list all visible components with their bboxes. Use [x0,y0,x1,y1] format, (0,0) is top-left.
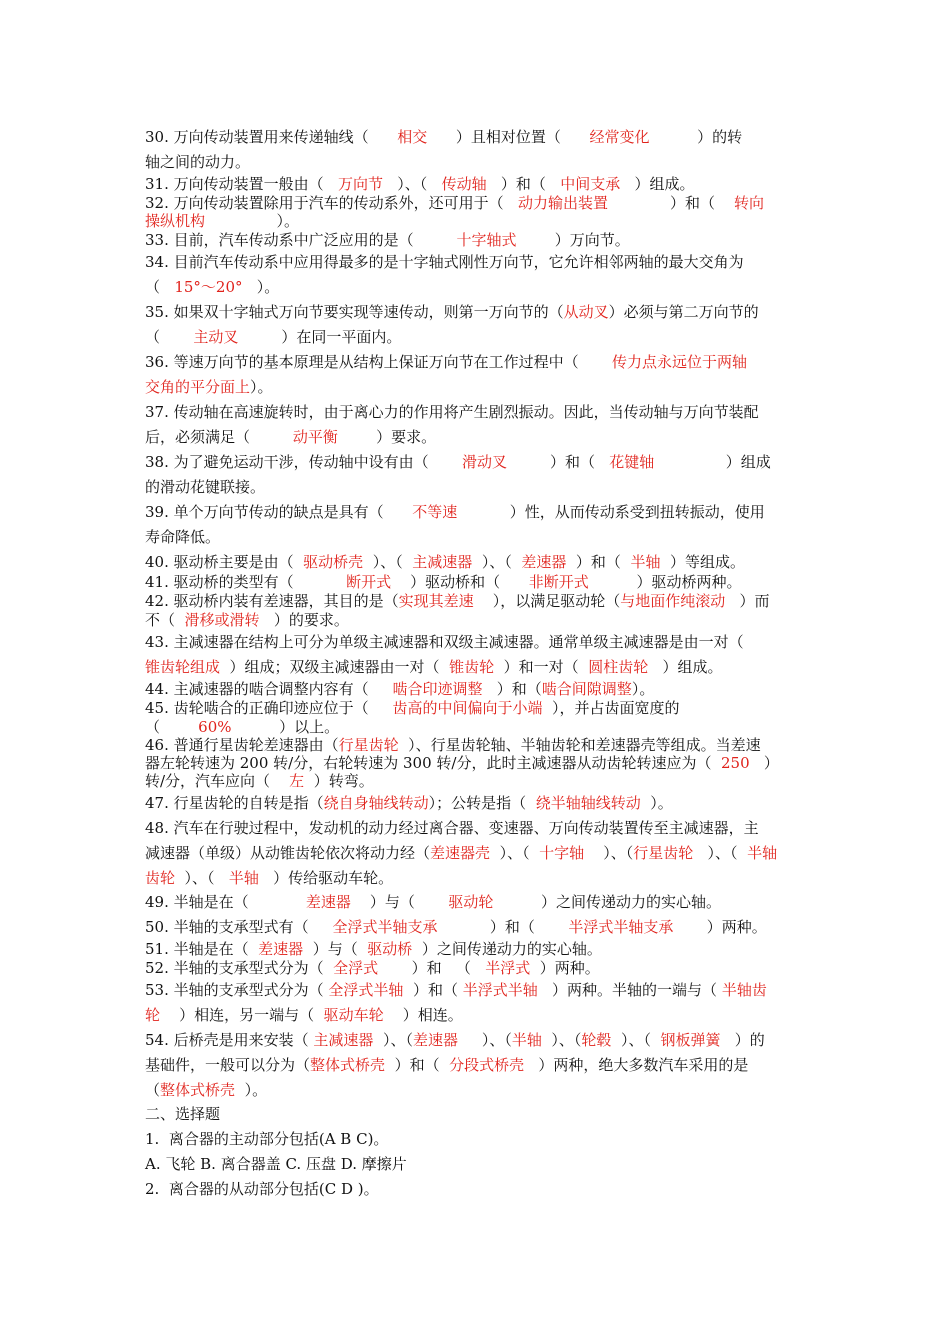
question-text: 52. 半轴的支承型式分为（ [145,959,334,977]
text-line [145,1128,820,1149]
answer-text: 半浮式 [485,959,531,977]
answer-text: 250 [720,754,750,772]
question-text: ）必须与第二万向节的 [608,303,759,321]
answer-text: 半轴 [747,844,778,862]
answer-text: 非断开式 [528,573,589,591]
question-text: ）的要求。 [259,611,349,629]
question-text: ）转弯。 [304,772,374,790]
answer-text: 半浮式半轴支承 [568,918,674,936]
question-text: A. 飞轮 B. 离合器盖 C. 压盘 D. 摩擦片 [145,1155,407,1173]
answer-text: 断开式 [346,573,392,591]
text-line [145,229,820,250]
question-text: 34. 目前汽车传动系中应用得最多的是十字轴式刚性万向节，它允许相邻两轴的最大交角为 [145,253,744,271]
question-text: ）等组成。 [660,553,746,571]
text-line [145,571,820,592]
question-text: ）性，从而传动系受到扭转振动，使用 [457,503,765,521]
question-text: ）的转 [649,128,743,146]
answer-text: 转向 [734,194,765,212]
text-line [145,351,820,372]
answer-text: 绕自身轴线转动 [323,794,429,812]
answer-text: 全浮式半轴 [328,981,404,999]
text-line [145,376,820,397]
question-text: ）驱动桥和（ [391,573,529,591]
question-text: 器左轮转速为 200 转/分，右轮转速为 300 转/分，此时主减速器从动齿轮转速应为（ [145,754,721,772]
answer-text: 中间支承 [560,175,621,193]
text-line [145,697,820,718]
answer-text: 全浮式半轴支承 [332,918,438,936]
question-text: ）。 [250,378,273,396]
question-text: ）的 [720,1031,765,1049]
text-line [145,979,820,1000]
question-text: 减速器（单级）从动锥齿轮依次将动力经（ [145,844,431,862]
question-text: 47. 行星齿轮的自转是指（ [145,794,324,812]
question-text: 不（ [145,611,185,629]
question-text: ）、（ [457,1031,512,1049]
text-line [145,251,820,272]
answer-text: 左 [289,772,305,790]
answer-text: 经常变化 [589,128,650,146]
question-text: ）两种。半轴的一端与（ [537,981,722,999]
answer-text: 十字轴式 [456,231,517,249]
answer-text: 15°～20° [174,278,243,296]
text-line [145,401,820,422]
question-text: 36. 等速万向节的基本原理是从结构上保证万向节在工作过程中（ [145,353,613,371]
text-line [145,1004,820,1025]
question-text: 49. 半轴是在（ [145,893,306,911]
question-text: ）组成 [654,453,771,471]
answer-text: 滑移或滑转 [184,611,260,629]
question-text: ）、（ [175,869,229,887]
question-text: ）和（ [482,680,542,698]
question-text: 轴之间的动力。 [145,153,251,171]
answer-text: 齿高的中间偏向于小端 [392,699,543,717]
answer-text: 半轴 [630,553,661,571]
answer-text: 啮合印迹调整 [392,680,483,698]
question-text: ）。 [235,1081,268,1099]
question-text: ）、（ [584,844,634,862]
question-text: ）、（ [693,844,748,862]
answer-text: 驱动轮 [448,893,494,911]
question-text: ）且相对位置（ [427,128,590,146]
question-text: ）和（ [607,194,735,212]
question-text: ）、（ [382,175,442,193]
answer-text: 半轴 [228,869,259,887]
answer-text: 绕半轴轴线转动 [535,794,641,812]
question-text: ）相连。 [383,1006,463,1024]
question-text: ）组成。 [648,658,723,676]
question-text: ）和一对（ [494,658,589,676]
answer-text: 轮毂 [581,1031,612,1049]
text-line [145,551,820,572]
question-text: ）和（ [507,453,610,471]
answer-text: 相交 [397,128,428,146]
answer-text: 与地面作纯滚动 [620,592,726,610]
answer-text: 啮合间隙调整 [541,680,632,698]
question-text: 的滑动花键联接。 [145,478,266,496]
question-text: 转/分，汽车应向（ [145,772,290,790]
question-text: ）、（ [611,1031,661,1049]
question-text: ）与（ [350,893,449,911]
question-text: ） [749,754,779,772]
answer-text: 钢板弹簧 [660,1031,721,1049]
answer-text: 60% [198,718,232,736]
text-line [145,842,820,863]
question-text: ）和（ [403,981,463,999]
text-line [145,590,820,611]
question-text: ）。 [640,794,673,812]
text-line [145,501,820,522]
question-text: 33. 目前，汽车传动系中广泛应用的是（ [145,231,457,249]
answer-text: 半轴 [511,1031,542,1049]
question-text: 二、选择题 [145,1105,221,1123]
text-line [145,126,820,147]
question-text: （ [145,278,175,296]
question-text: 53. 半轴的支承型式分为（ [145,981,329,999]
question-text: 后，必须满足（ [145,428,293,446]
question-text: ）两种，绝大多数汽车采用的是 [524,1056,749,1074]
answer-text: 实现其差速 [398,592,474,610]
question-text: ）、（ [472,553,522,571]
answer-text: 半浮式半轴 [462,981,538,999]
question-text: ）、（ [541,1031,582,1049]
text-line [145,1029,820,1050]
question-text: 1. 离合器的主动部分包括(A B C)。 [145,1130,389,1148]
answer-text: 不等速 [412,503,458,521]
text-line [145,1178,820,1199]
text-line [145,476,820,497]
question-text: ）；公转是指（ [428,794,536,812]
answer-text: 传力点永远位于两轴 [612,353,748,371]
question-text: 48. 汽车在行驶过程中，发动机的动力经过离合器、变速器、万向传动装置传至主减速器，主 [145,819,759,837]
text-line [145,770,820,791]
answer-text: 传动轴 [441,175,487,193]
question-text: 37. 传动轴在高速旋转时，由于离心力的作用将产生剧烈振动。因此，当传动轴与万向节装配 [145,403,759,421]
question-text: ）、行星齿轮轴、半轴齿轮和差速器壳等组成。当差速 [398,736,761,754]
question-text: ）和（ [566,553,631,571]
question-text: 42. 驱动桥内装有差速器，其目的是（ [145,592,399,610]
text-line [145,609,820,630]
text-line [145,957,820,978]
answer-text: 驱动车轮 [323,1006,384,1024]
question-text: ）组成。 [620,175,695,193]
answer-text: 半轴齿 [721,981,767,999]
text-line [145,817,820,838]
text-line [145,1153,820,1174]
answer-text: 行星齿轮 [338,736,399,754]
question-text: ）、（ [363,553,413,571]
question-text: ）。 [205,212,300,230]
text-line [145,276,820,297]
answer-text: 驱动桥壳 [303,553,364,571]
question-text: 41. 驱动桥的类型有（ [145,573,347,591]
question-text: ）、（ [490,844,540,862]
answer-text: 整体式桥壳 [160,1081,236,1099]
answer-text: 全浮式 [333,959,379,977]
question-text: ）和（ [486,175,561,193]
text-line [145,1054,820,1075]
text-line [145,656,820,677]
answer-text: 主减速器 [313,1031,374,1049]
answer-text: 圆柱齿轮 [588,658,649,676]
text-line [145,151,820,172]
question-text: 44. 主减速器的啮合调整内容有（ [145,680,393,698]
answer-text: 锥齿轮 [449,658,495,676]
question-text: ）和（ [437,918,569,936]
question-text: 45. 齿轮啮合的正确印迹应位于（ [145,699,393,717]
question-text: 38. 为了避免运动干涉，传动轴中设有由（ [145,453,463,471]
question-text: 35. 如果双十字轴式万向节要实现等速传动，则第一万向节的（ [145,303,564,321]
question-text: 40. 驱动桥主要是由（ [145,553,304,571]
question-text: 43. 主减速器在结构上可分为单级主减速器和双级主减速器。通常单级主减速器是由一对（ [145,633,744,651]
question-text: ），并占齿面宽度的 [542,699,680,717]
question-text: ），以满足驱动轮（ [473,592,621,610]
question-text: ）要求。 [337,428,437,446]
text-line [145,451,820,472]
text-line [145,326,820,347]
text-line [145,173,820,194]
question-text: 31. 万向传动装置一般由（ [145,175,338,193]
answer-text: 驱动桥 [367,940,413,958]
question-text: ）。 [242,278,280,296]
answer-text: 差速器 [412,1031,458,1049]
answer-text: 齿轮 [145,869,176,887]
question-text: 50. 半轴的支承型式有（ [145,918,333,936]
question-text: ）而 [725,592,770,610]
question-text: ）之间传递动力的实心轴。 [412,940,602,958]
text-line [145,867,820,888]
answer-text: 花键轴 [609,453,655,471]
text-line [145,678,820,699]
text-line [145,1079,820,1100]
question-text: ）与（ [303,940,368,958]
answer-text: 差速器 [521,553,567,571]
question-text: 54. 后桥壳是用来安装（ [145,1031,314,1049]
question-text: ）两种。 [530,959,600,977]
answer-text: 差速器壳 [430,844,491,862]
text-line [145,426,820,447]
answer-text: 主减速器 [412,553,473,571]
question-text: ）、（ [373,1031,413,1049]
question-text: ）相连，另一端与（ [160,1006,324,1024]
answer-text: 万向节 [337,175,383,193]
question-text: 51. 半轴是在（ [145,940,259,958]
text-line [145,916,820,937]
answer-text: 十字轴 [539,844,585,862]
text-line [145,792,820,813]
text-line [145,301,820,322]
answer-text: 滑动叉 [462,453,508,471]
question-text: ）和（ [385,1056,450,1074]
answer-text: 差速器 [258,940,304,958]
question-text: ）驱动桥两种。 [588,573,742,591]
question-text: 寿命降低。 [145,528,221,546]
question-text: （ [145,718,199,736]
answer-text: 轮 [145,1006,161,1024]
question-text: （ [145,1081,161,1099]
answer-text: 差速器 [305,893,351,911]
answer-text: 动力输出装置 [517,194,608,212]
question-text: ）万向节。 [516,231,630,249]
question-text: ）传给驱动车轮。 [258,869,394,887]
question-text: 39. 单个万向节传动的缺点是具有（ [145,503,413,521]
answer-text: 从动叉 [563,303,609,321]
text-line [145,891,820,912]
answer-text: 整体式桥壳 [310,1056,386,1074]
answer-text: 行星齿轮 [633,844,694,862]
answer-text: 动平衡 [292,428,338,446]
answer-text: 分段式桥壳 [449,1056,525,1074]
question-text: ）和 （ [378,959,486,977]
question-text: 46. 普通行星齿轮差速器由（ [145,736,339,754]
question-text: ）。 [631,680,655,698]
question-text: 2. 离合器的从动部分包括(C D )。 [145,1180,379,1198]
answer-text: 操纵机构 [145,212,206,230]
question-text: （ [145,328,194,346]
question-text: ）之间传递动力的实心轴。 [493,893,722,911]
question-text: ）两种。 [673,918,767,936]
question-text: 基础件，一般可以分为（ [145,1056,311,1074]
answer-text: 交角的平分面上 [145,378,251,396]
question-text: ）在同一平面内。 [238,328,402,346]
text-line [145,210,820,231]
question-text: ）组成；双级主减速器由一对（ [220,658,450,676]
text-line [145,631,820,652]
question-text: ）以上。 [231,718,340,736]
text-line [145,1103,820,1124]
question-text: 30. 万向传动装置用来传递轴线（ [145,128,398,146]
question-text: 32. 万向传动装置除用于汽车的传动系外，还可用于（ [145,194,518,212]
text-line [145,526,820,547]
text-line [145,938,820,959]
answer-text: 锥齿轮组成 [145,658,221,676]
answer-text: 主动叉 [193,328,239,346]
